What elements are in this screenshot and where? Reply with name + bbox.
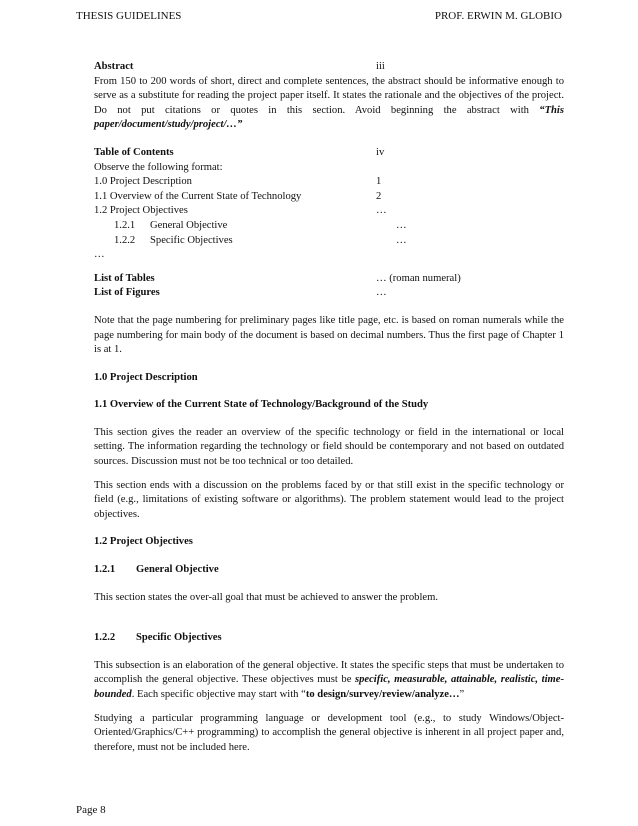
section-1-1-heading: 1.1 Overview of the Current State of Technology/Background of the Study — [94, 399, 429, 411]
section-1-1-paragraph-1: This section gives the reader an overview of the specific technology or field in the international or local setting. The information regarding the technology or field should be contemporary and not based on outdated sources. Discussion must not be too technical or too detailed. — [94, 426, 564, 468]
toc-row — [94, 190, 564, 205]
section-1-2-1-heading — [94, 563, 564, 578]
running-header-left: THESIS GUIDELINES — [76, 10, 182, 22]
paragraph-text: This subsection is an elaboration of the general objective. It states the specific steps that must be undertaken to accomplish the general objective. These objectives must be — [94, 659, 564, 686]
page-number: Page 8 — [76, 804, 106, 816]
section-number: 1.2.1 — [94, 564, 116, 576]
toc-observe: Observe the following format: — [94, 161, 223, 173]
toc-row-page: … — [376, 205, 387, 217]
toc-row-label: 1.1 Overview of the Current State of Technology — [94, 190, 302, 202]
toc-row — [94, 204, 564, 219]
list-of-tables-label: List of Tables — [94, 272, 155, 284]
toc-row-page: 1 — [376, 176, 382, 188]
emphasis-text: to design/survey/review/analyze… — [305, 689, 460, 700]
abstract-heading: Abstract — [94, 61, 134, 72]
toc-row-label: 1.0 Project Description — [94, 176, 192, 188]
numbering-note: Note that the page numbering for preliminary pages like title page, etc. is based on roman numerals while the page numbering for main body of the document is based on decimal numbers. Thus the first page of Chapter 1 is at 1. — [94, 314, 564, 356]
section-1-0-heading: 1.0 Project Description — [94, 371, 198, 383]
toc-heading-row — [94, 146, 564, 161]
toc-row-figures — [94, 286, 564, 301]
running-header-right: PROF. ERWIN M. GLOBIO — [434, 10, 562, 22]
toc-subrow-label: General Objective — [150, 219, 228, 231]
abstract-page: iii — [376, 61, 385, 72]
toc-row — [94, 175, 564, 190]
paragraph-text: . Each specific objective may start with “ — [131, 689, 306, 700]
toc-row-label: 1.2 Project Objectives — [94, 205, 188, 217]
toc-subrow-page: … — [396, 219, 407, 231]
abstract-text: From 150 to 200 words of short, direct and complete sentences, the abstract should be informative enough to serve as a substitute for reading the project paper itself. It states the rationale and the objectives of the project. Do not put citations or quotes in this section. Avoid beginning the abstract with — [94, 75, 564, 116]
section-1-1-paragraph-2: This section ends with a discussion on the problems faced by or that still exist in the specific technology or field (e.g., limitations of existing software or algorithms). The problem statement would lead to the project objectives. — [94, 479, 564, 520]
list-of-figures-label: List of Figures — [94, 287, 160, 299]
toc-row-page: 2 — [376, 190, 382, 202]
toc-subrow — [94, 234, 564, 249]
abstract-heading-row — [94, 60, 564, 75]
abstract-paragraph — [94, 75, 564, 133]
toc-heading: Table of Contents — [94, 146, 174, 158]
section-title: General Objective — [136, 564, 219, 576]
toc-subrow-number: 1.2.2 — [114, 234, 136, 246]
abstract-quote: “This paper/document/study/project/…” — [94, 104, 564, 131]
toc-subrow-number: 1.2.1 — [114, 219, 136, 231]
toc-ellipsis: … — [94, 249, 105, 261]
section-1-2-2-heading — [94, 631, 564, 646]
toc-subrow — [94, 219, 564, 234]
section-1-2-1-paragraph: This section states the over-all goal that must be achieved to answer the problem. — [94, 591, 438, 603]
paragraph-text: ” — [459, 689, 465, 700]
section-1-2-2-paragraph-2: Studying a particular programming language or development tool (e.g., to study Windows/Object-Oriented/Graphics/C++ programming) to accomplish the general objective is inherent in all project paper and, therefore, must not be included here. — [94, 712, 564, 753]
toc-page: iv — [376, 146, 385, 158]
section-title: Specific Objectives — [136, 632, 222, 644]
section-1-2-heading: 1.2 Project Objectives — [94, 536, 193, 548]
page-body — [94, 60, 564, 755]
section-1-2-2-paragraph-1 — [94, 659, 564, 703]
toc-row-tables — [94, 272, 564, 287]
emphasis-text: specific, measurable, attainable, realistic, time-bounded — [94, 674, 564, 700]
toc-subrow-page: … — [396, 234, 407, 246]
list-of-figures-page: … — [376, 287, 387, 299]
toc-subrow-label: Specific Objectives — [150, 234, 233, 246]
list-of-tables-page: … (roman numeral) — [376, 272, 461, 284]
section-number: 1.2.2 — [94, 632, 116, 644]
